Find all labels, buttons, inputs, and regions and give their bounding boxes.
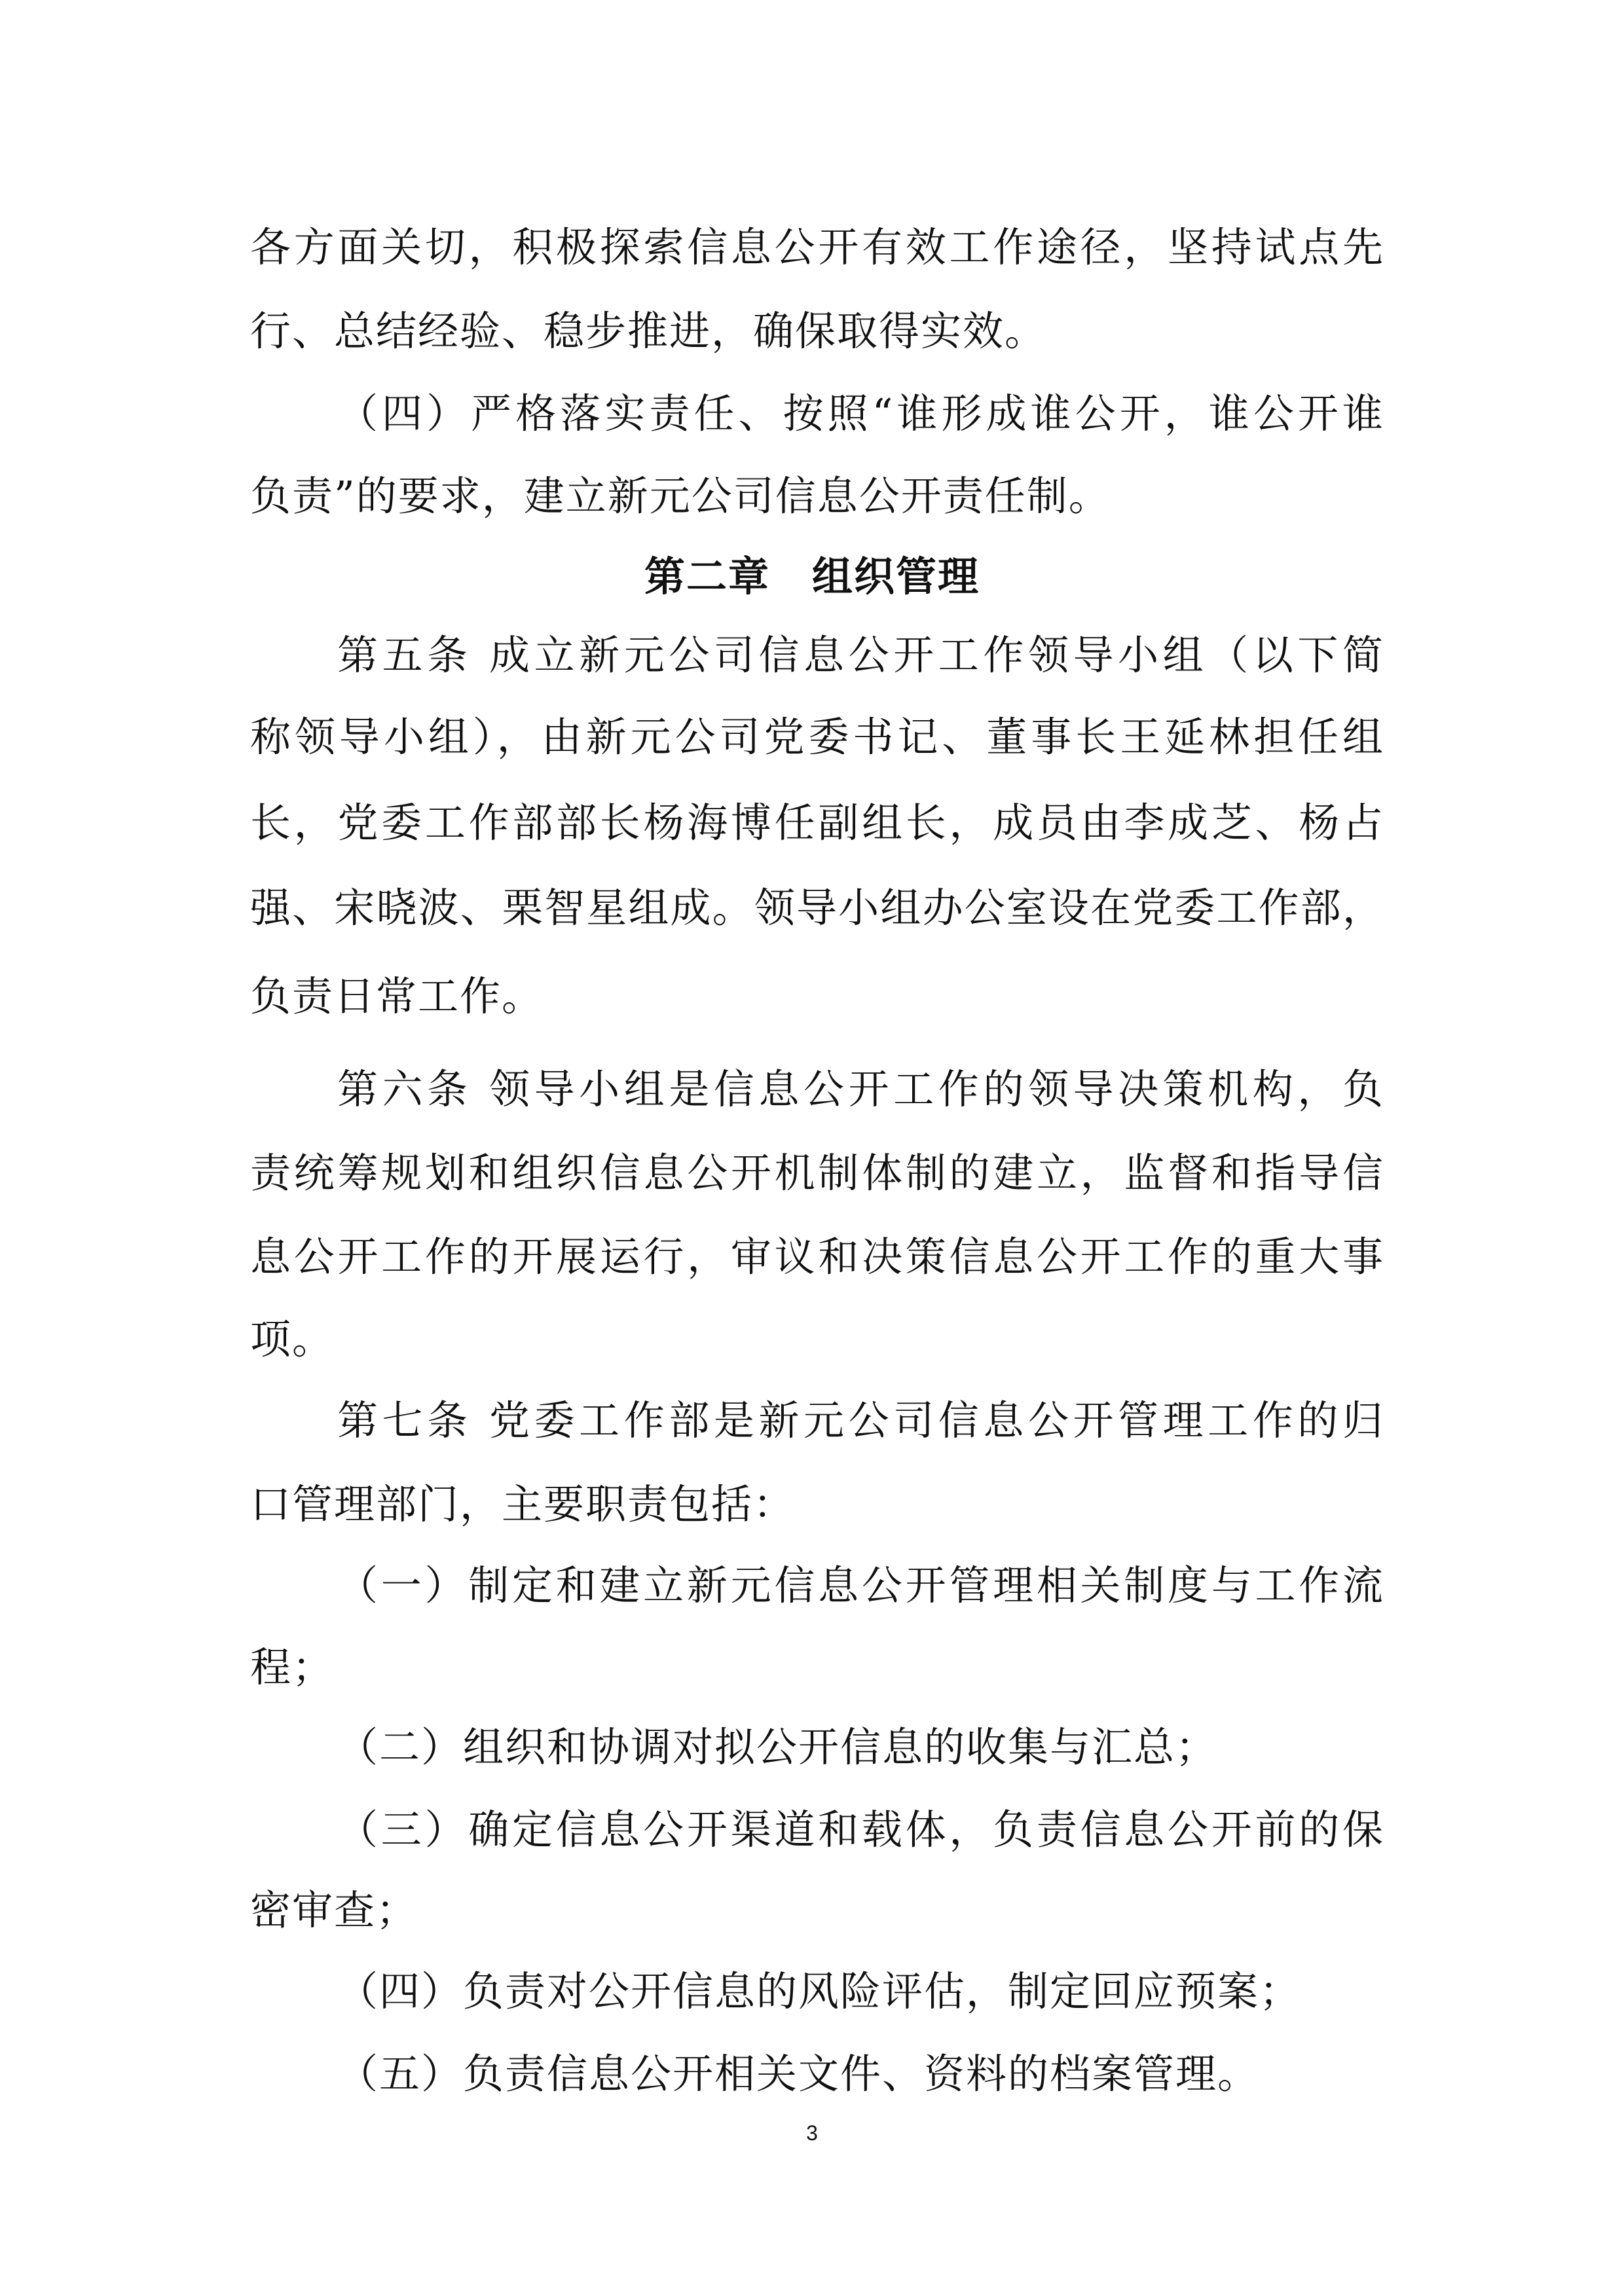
paragraph-line: 各方面关切，积极探索信息公开有效工作途径，坚持试点先 bbox=[250, 223, 1384, 271]
page-number: 3 bbox=[806, 2121, 818, 2145]
paragraph-line: 长，党委工作部部长杨海博任副组长，成员由李成芝、杨占 bbox=[250, 799, 1384, 847]
chapter-heading: 第二章 组织管理 bbox=[644, 553, 980, 600]
paragraph-line: 强、宋晓波、栗智星组成。领导小组办公室设在党委工作部， bbox=[250, 884, 1384, 932]
paragraph-line: （五）负责信息公开相关文件、资料的档案管理。 bbox=[337, 2050, 1260, 2098]
paragraph-line: 项。 bbox=[250, 1315, 335, 1363]
paragraph-line: （四）严格落实责任、按照“谁形成谁公开，谁公开谁 bbox=[337, 390, 1384, 437]
paragraph-line: 责统筹规划和组织信息公开机制体制的建立，监督和指导信 bbox=[250, 1149, 1384, 1197]
paragraph-line: （三）确定信息公开渠道和载体，负责信息公开前的保 bbox=[337, 1806, 1384, 1853]
paragraph-line: 第六条 领导小组是信息公开工作的领导决策机构，负 bbox=[337, 1065, 1384, 1113]
paragraph-line: 密审查； bbox=[250, 1886, 418, 1934]
paragraph-line: 负责日常工作。 bbox=[250, 972, 544, 1020]
paragraph-line: （四）负责对公开信息的风险评估，制定回应预案； bbox=[337, 1967, 1302, 2015]
paragraph-line: （二）组织和协调对拟公开信息的收集与汇总； bbox=[337, 1723, 1218, 1771]
paragraph-line: 称领导小组），由新元公司党委书记、董事长王延林担任组 bbox=[250, 713, 1384, 761]
paragraph-line: 第七条 党委工作部是新元公司信息公开管理工作的归 bbox=[337, 1396, 1384, 1444]
paragraph-line: 口管理部门，主要职责包括： bbox=[250, 1480, 796, 1528]
paragraph-line: 息公开工作的开展运行，审议和决策信息公开工作的重大事 bbox=[250, 1233, 1384, 1281]
paragraph-line: 负责”的要求，建立新元公司信息公开责任制。 bbox=[250, 472, 1111, 520]
paragraph-line: 程； bbox=[250, 1643, 335, 1691]
paragraph-line: （一）制定和建立新元信息公开管理相关制度与工作流 bbox=[337, 1561, 1384, 1609]
paragraph-line: 第五条 成立新元公司信息公开工作领导小组（以下简 bbox=[337, 631, 1384, 679]
paragraph-line: 行、总结经验、稳步推进，确保取得实效。 bbox=[250, 307, 1047, 355]
